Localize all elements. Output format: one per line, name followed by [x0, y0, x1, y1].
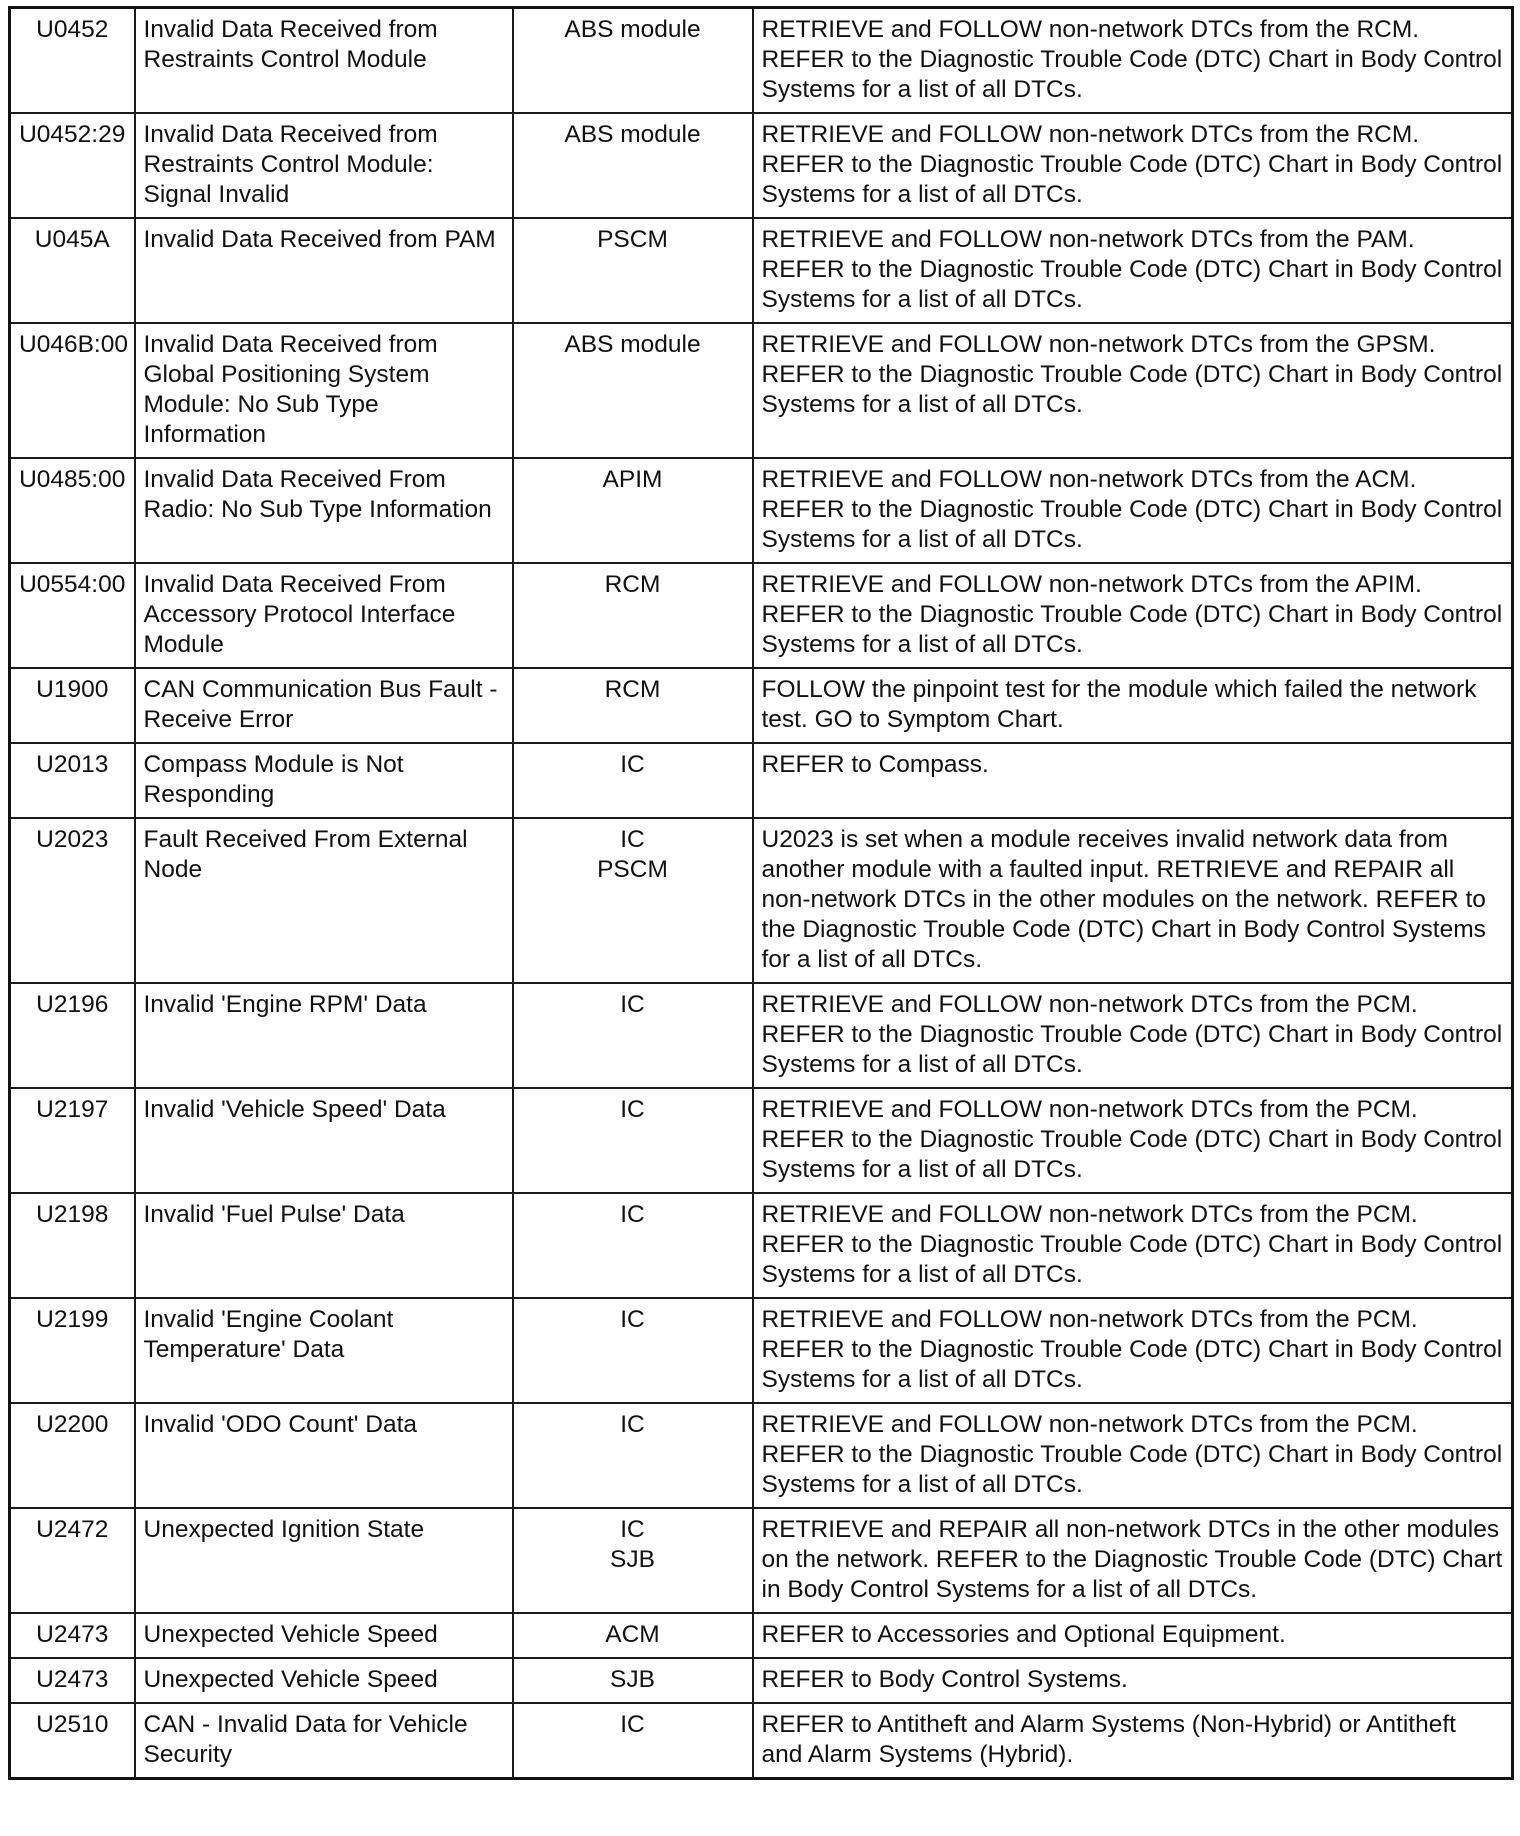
module-name: ABS module	[564, 16, 701, 43]
dtc-module-cell	[513, 668, 753, 743]
table-row	[10, 1703, 1513, 1779]
dtc-module-cell	[513, 1508, 753, 1613]
table-row	[10, 563, 1513, 668]
dtc-table	[8, 6, 1514, 1780]
dtc-action-cell: REFER to Compass.	[753, 743, 1513, 818]
module-name: IC	[620, 751, 645, 778]
dtc-action-cell: REFER to Body Control Systems.	[753, 1658, 1513, 1703]
dtc-module-cell	[513, 8, 753, 114]
dtc-action-cell: RETRIEVE and FOLLOW non-network DTCs from the PCM. REFER to the Diagnostic Trouble Code (DTC) Chart in Body Control Systems for a list of all DTCs.	[753, 983, 1513, 1088]
module-name: PSCM	[597, 856, 668, 883]
dtc-action-cell: RETRIEVE and FOLLOW non-network DTCs from the RCM. REFER to the Diagnostic Trouble Code (DTC) Chart in Body Control Systems for a list of all DTCs.	[753, 8, 1513, 114]
dtc-action-cell: RETRIEVE and FOLLOW non-network DTCs from the PCM. REFER to the Diagnostic Trouble Code (DTC) Chart in Body Control Systems for a list of all DTCs.	[753, 1193, 1513, 1298]
dtc-action-cell: RETRIEVE and FOLLOW non-network DTCs from the ACM. REFER to the Diagnostic Trouble Code (DTC) Chart in Body Control Systems for a list of all DTCs.	[753, 458, 1513, 563]
dtc-table-body	[10, 8, 1513, 1779]
module-name: IC	[620, 1711, 645, 1738]
dtc-code-cell: U2200	[10, 1403, 135, 1508]
table-row	[10, 1613, 1513, 1658]
table-row	[10, 1088, 1513, 1193]
table-row	[10, 1658, 1513, 1703]
dtc-module-cell	[513, 1088, 753, 1193]
dtc-code-cell: U2473	[10, 1613, 135, 1658]
dtc-action-cell: RETRIEVE and FOLLOW non-network DTCs from the PAM. REFER to the Diagnostic Trouble Code (DTC) Chart in Body Control Systems for a list of all DTCs.	[753, 218, 1513, 323]
dtc-code-cell: U2198	[10, 1193, 135, 1298]
dtc-code-cell: U2473	[10, 1658, 135, 1703]
table-row	[10, 1193, 1513, 1298]
module-name: IC	[620, 991, 645, 1018]
dtc-description-cell: Unexpected Vehicle Speed	[135, 1613, 513, 1658]
dtc-action-cell: REFER to Accessories and Optional Equipment.	[753, 1613, 1513, 1658]
dtc-module-cell	[513, 1658, 753, 1703]
table-row	[10, 1403, 1513, 1508]
module-name: ABS module	[564, 121, 701, 148]
table-row	[10, 113, 1513, 218]
dtc-description-cell: Invalid Data Received From Radio: No Sub Type Information	[135, 458, 513, 563]
dtc-description-cell: Invalid Data Received from Restraints Control Module	[135, 8, 513, 114]
dtc-description-cell: Invalid Data Received From Accessory Protocol Interface Module	[135, 563, 513, 668]
dtc-module-cell	[513, 218, 753, 323]
dtc-action-cell: RETRIEVE and FOLLOW non-network DTCs from the PCM. REFER to the Diagnostic Trouble Code (DTC) Chart in Body Control Systems for a list of all DTCs.	[753, 1088, 1513, 1193]
dtc-description-cell: Invalid Data Received from Restraints Control Module: Signal Invalid	[135, 113, 513, 218]
dtc-description-cell: Invalid 'Fuel Pulse' Data	[135, 1193, 513, 1298]
module-name: PSCM	[597, 226, 668, 253]
dtc-module-cell	[513, 1298, 753, 1403]
dtc-description-cell: Invalid 'Engine RPM' Data	[135, 983, 513, 1088]
dtc-module-cell	[513, 1403, 753, 1508]
dtc-code-cell: U0485:00	[10, 458, 135, 563]
table-row	[10, 1298, 1513, 1403]
dtc-description-cell: Compass Module is Not Responding	[135, 743, 513, 818]
dtc-code-cell: U2196	[10, 983, 135, 1088]
dtc-code-cell: U2510	[10, 1703, 135, 1779]
table-row	[10, 818, 1513, 983]
dtc-action-cell: REFER to Antitheft and Alarm Systems (Non-Hybrid) or Antitheft and Alarm Systems (Hybrid).	[753, 1703, 1513, 1779]
dtc-table-wrapper	[8, 6, 1514, 1780]
module-name: SJB	[610, 1546, 655, 1573]
dtc-module-cell	[513, 1703, 753, 1779]
dtc-action-cell: RETRIEVE and FOLLOW non-network DTCs from the PCM. REFER to the Diagnostic Trouble Code (DTC) Chart in Body Control Systems for a list of all DTCs.	[753, 1298, 1513, 1403]
dtc-description-cell: Invalid Data Received from PAM	[135, 218, 513, 323]
dtc-code-cell: U046B:00	[10, 323, 135, 458]
dtc-action-cell: RETRIEVE and FOLLOW non-network DTCs from the PCM. REFER to the Diagnostic Trouble Code (DTC) Chart in Body Control Systems for a list of all DTCs.	[753, 1403, 1513, 1508]
module-name: APIM	[602, 466, 663, 493]
dtc-module-cell	[513, 818, 753, 983]
dtc-description-cell: Invalid 'ODO Count' Data	[135, 1403, 513, 1508]
table-row	[10, 668, 1513, 743]
dtc-action-cell: U2023 is set when a module receives invalid network data from another module with a faulted input. RETRIEVE and REPAIR all non-network DTCs in the other modules on the network. REFER to the Diagnostic Trouble Code (DTC) Chart in Body Control Systems for a list of all DTCs.	[753, 818, 1513, 983]
module-name: IC	[620, 1306, 645, 1333]
module-name: IC	[620, 1096, 645, 1123]
dtc-module-cell	[513, 323, 753, 458]
table-row	[10, 983, 1513, 1088]
dtc-module-cell	[513, 113, 753, 218]
dtc-description-cell: Invalid 'Vehicle Speed' Data	[135, 1088, 513, 1193]
dtc-code-cell: U045A	[10, 218, 135, 323]
module-name: ABS module	[564, 331, 701, 358]
dtc-module-cell	[513, 983, 753, 1088]
module-name: ACM	[605, 1621, 660, 1648]
table-row	[10, 323, 1513, 458]
dtc-code-cell: U1900	[10, 668, 135, 743]
table-row	[10, 218, 1513, 323]
module-name: IC	[620, 1201, 645, 1228]
module-name: IC	[620, 1516, 645, 1543]
module-name: SJB	[610, 1666, 655, 1693]
dtc-module-cell	[513, 563, 753, 668]
module-name: IC	[620, 1411, 645, 1438]
table-row	[10, 8, 1513, 114]
dtc-code-cell: U2197	[10, 1088, 135, 1193]
dtc-description-cell: CAN Communication Bus Fault - Receive Error	[135, 668, 513, 743]
dtc-module-cell	[513, 743, 753, 818]
module-name: IC	[620, 826, 645, 853]
dtc-action-cell: RETRIEVE and FOLLOW non-network DTCs from the APIM. REFER to the Diagnostic Trouble Code (DTC) Chart in Body Control Systems for a list of all DTCs.	[753, 563, 1513, 668]
dtc-module-cell	[513, 1193, 753, 1298]
dtc-description-cell: Unexpected Ignition State	[135, 1508, 513, 1613]
dtc-action-cell: FOLLOW the pinpoint test for the module which failed the network test. GO to Symptom Chart.	[753, 668, 1513, 743]
dtc-code-cell: U2199	[10, 1298, 135, 1403]
dtc-description-cell: CAN - Invalid Data for Vehicle Security	[135, 1703, 513, 1779]
table-row	[10, 743, 1513, 818]
dtc-module-cell	[513, 1613, 753, 1658]
dtc-action-cell: RETRIEVE and FOLLOW non-network DTCs from the RCM. REFER to the Diagnostic Trouble Code (DTC) Chart in Body Control Systems for a list of all DTCs.	[753, 113, 1513, 218]
dtc-description-cell: Unexpected Vehicle Speed	[135, 1658, 513, 1703]
dtc-description-cell: Invalid 'Engine Coolant Temperature' Data	[135, 1298, 513, 1403]
dtc-code-cell: U0554:00	[10, 563, 135, 668]
dtc-description-cell: Fault Received From External Node	[135, 818, 513, 983]
module-name: RCM	[604, 571, 661, 598]
table-row	[10, 458, 1513, 563]
dtc-action-cell: RETRIEVE and REPAIR all non-network DTCs in the other modules on the network. REFER to the Diagnostic Trouble Code (DTC) Chart in Body Control Systems for a list of all DTCs.	[753, 1508, 1513, 1613]
dtc-code-cell: U2013	[10, 743, 135, 818]
dtc-code-cell: U2472	[10, 1508, 135, 1613]
dtc-description-cell: Invalid Data Received from Global Positioning System Module: No Sub Type Information	[135, 323, 513, 458]
dtc-code-cell: U0452	[10, 8, 135, 114]
module-name: RCM	[604, 676, 661, 703]
dtc-code-cell: U0452:29	[10, 113, 135, 218]
table-row	[10, 1508, 1513, 1613]
dtc-action-cell: RETRIEVE and FOLLOW non-network DTCs from the GPSM. REFER to the Diagnostic Trouble Code (DTC) Chart in Body Control Systems for a list of all DTCs.	[753, 323, 1513, 458]
dtc-module-cell	[513, 458, 753, 563]
dtc-code-cell: U2023	[10, 818, 135, 983]
